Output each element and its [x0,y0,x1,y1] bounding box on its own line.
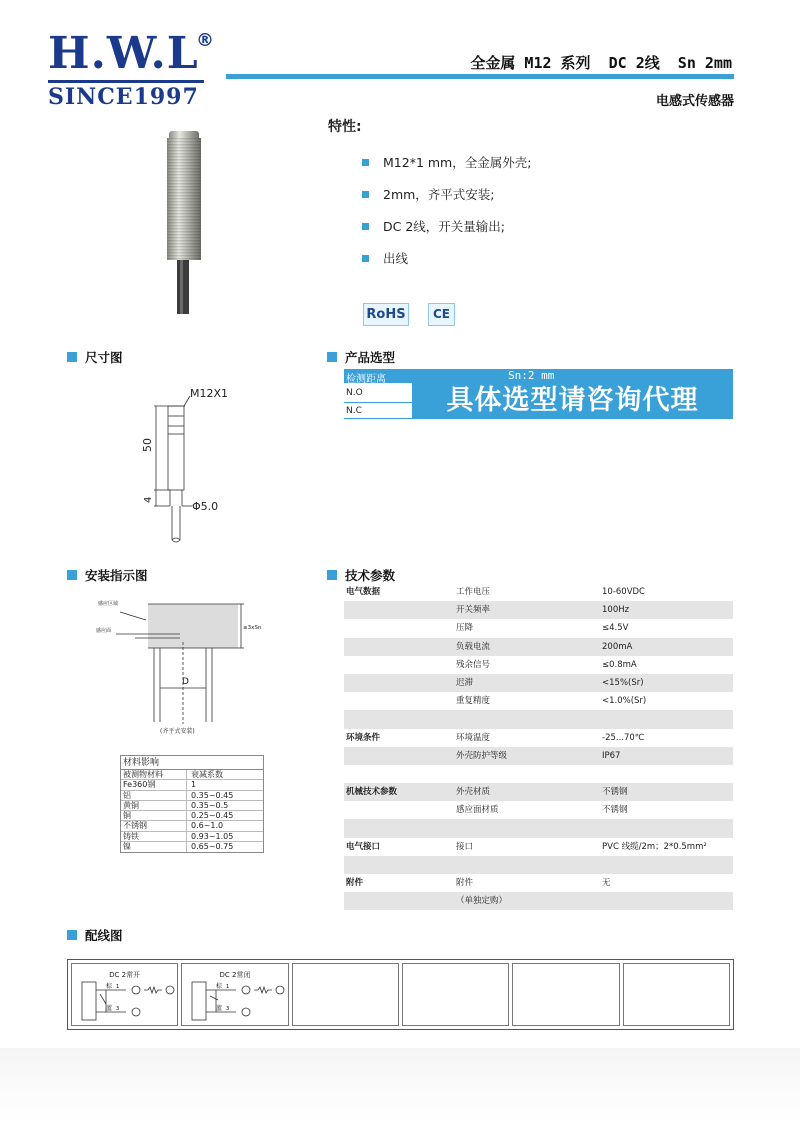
dim-gap: 4 [143,496,154,503]
install-caption: (齐平式安装) [160,728,195,735]
page-subtitle: 电感式传感器 [655,94,734,109]
section-icon [67,352,77,362]
logo: H.W.L [48,28,199,79]
table-row [344,583,733,601]
selection-header [344,369,733,383]
table-row: Fe360钢 1 [121,780,263,790]
logo-rule [48,80,204,83]
features-list [362,146,531,274]
tech-cell-cat: 附件 [346,878,364,888]
tech-cell-value: 100Hz [602,605,630,616]
table-row: 铜 0.25~0.45 [121,811,263,821]
svg-text:3: 3 [116,1006,120,1012]
registered-mark: ® [196,30,214,51]
dim-length: 50 [141,438,154,452]
bullet-icon [362,255,369,262]
selection-row-no: N.O [346,388,363,398]
wiring-cell-empty [292,963,399,1026]
svg-text:蓝: 蓝 [106,1005,113,1012]
tech-cell-name: 外壳防护等级 [456,750,508,761]
install-dim: ≥3xSn [243,625,262,631]
section-icon [67,930,77,940]
selection-note: 具体选型请咨询代理 [412,383,733,419]
tech-cell-name: 感应面材质 [456,805,499,816]
table-row: 镍 0.65~0.75 [123,842,234,852]
install-drawing [90,592,280,742]
wiring-cell-no: DC 2常开 棕 蓝 1 3 [71,963,178,1026]
table-row: 不锈钢 0.6~1.0 [121,821,263,831]
bullet-icon [362,191,369,198]
table-row [344,801,733,819]
selection-header-value: Sn:2 mm [508,369,555,382]
selection-header-label: 检测距离 [346,374,386,385]
svg-text:棕: 棕 [216,983,223,990]
section-icon [327,352,337,362]
table-row: 铝 0.35~0.45 [121,791,263,801]
bullet-icon [362,223,369,230]
dim-cable: Φ5.0 [192,500,219,513]
logo-since: SINCE1997 [48,84,199,110]
tech-cell-name: 工作电压 [456,587,491,597]
section-dimension: 尺寸图 [67,348,123,366]
material-title: 材料影响 [121,756,263,770]
tech-cell-value: PVC 线缆/2m；2*0.5mm² [602,841,707,852]
tech-cell-cat: 电气接口 [346,841,381,852]
tech-cell-value: IP67 [602,750,621,761]
table-row [344,729,733,747]
svg-text:蓝: 蓝 [216,1005,223,1012]
tech-cell-value: 200mA [602,641,633,652]
tech-cell-name: 重复精度 [456,696,491,707]
table-row [344,874,733,892]
tech-cell-name: 迟滞 [456,677,474,688]
page-footer-shade [0,1048,800,1123]
tech-cell-value: 无 [602,878,611,888]
tech-cell-value: <15%(Sr) [602,677,644,688]
table-row [344,674,733,692]
tech-cell-name: 压降 [456,623,474,634]
tech-cell-value: <1.0%(Sr) [602,696,647,707]
selection-row-nc: N.C [346,406,362,416]
table-row [344,710,733,728]
table-row [344,856,733,874]
feature-item: 2mm，齐平式安装; [362,178,531,210]
install-label-area: 感应区域 [98,601,119,607]
tech-params-table [344,583,733,910]
install-d: D [182,677,189,687]
svg-text:3: 3 [226,1006,230,1012]
tech-cell-value: 10-60VDC [602,587,645,597]
title-bar [226,74,734,79]
tech-cell-value: -25...70℃ [602,732,645,743]
table-row [344,638,733,656]
table-row [344,838,733,856]
table-row: 被测物材料 衰减系数 [121,770,263,780]
features-title: 特性: [328,119,362,135]
dim-thread: M12X1 [190,387,229,400]
tech-cell-cat: 环境条件 [346,732,381,743]
wiring-box [67,959,734,1030]
svg-text:1: 1 [226,984,230,990]
table-row [344,656,733,674]
section-install: 安装指示图 [67,566,148,584]
material-table [120,755,264,853]
section-wiring: 配线图 [67,926,123,944]
tech-cell-cat: 机械技术参数 [346,787,398,798]
feature-item: M12*1 mm，全金属外壳; [362,146,531,178]
tech-cell-name: 接口 [456,841,474,852]
table-row: 黄铜 0.35~0.5 [121,801,263,811]
wiring-diagram-nc [186,966,290,1026]
wiring-cell-empty [402,963,509,1026]
tech-cell-name: 残余信号 [456,659,491,670]
tech-cell-cat: 电气数据 [346,587,381,597]
table-row [344,692,733,710]
section-selection: 产品选型 [327,348,395,366]
tech-cell-name: 环境温度 [456,732,491,743]
rohs-badge: RoHS [363,303,409,326]
wiring-cell-empty [623,963,730,1026]
tech-cell-name: 开关频率 [456,605,491,616]
table-row [344,783,733,801]
section-icon [327,570,337,580]
table-row [344,765,733,783]
table-row [344,819,733,837]
feature-item: 出线 [362,242,531,274]
tech-cell-value: 不锈钢 [602,805,628,816]
tech-cell-name: 附件 [456,878,474,888]
table-row [344,747,733,765]
install-label-face: 感应面 [96,628,112,634]
tech-cell-name: 负载电流 [456,641,491,652]
tech-cell-name: （单独定购） [456,896,508,907]
bullet-icon [362,159,369,166]
sensor-photo [150,126,210,316]
section-tech: 技术参数 [327,566,395,584]
wiring-cell-empty [512,963,619,1026]
svg-text:1: 1 [116,984,120,990]
svg-text:棕: 棕 [106,983,113,990]
tech-cell-value: 不锈钢 [602,787,628,798]
dimension-drawing [130,382,260,552]
section-icon [67,570,77,580]
table-row [344,601,733,619]
table-row [344,892,733,910]
ce-badge: CE [428,303,455,326]
tech-cell-value: ≤0.8mA [602,659,637,670]
page-title: 全金属 M12 系列 DC 2线 Sn 2mm [470,54,732,72]
selection-divider [344,402,412,403]
tech-cell-value: ≤4.5V [602,623,629,634]
wiring-diagram-no [76,966,180,1026]
tech-cell-name: 外壳材质 [456,787,491,798]
selection-divider [344,418,412,419]
wiring-cell-nc: DC 2常闭 棕 蓝 1 3 [181,963,288,1026]
feature-item: DC 2线，开关量输出; [362,210,531,242]
table-row: 铸铁 0.93~1.05 [121,832,263,842]
table-row [344,619,733,637]
